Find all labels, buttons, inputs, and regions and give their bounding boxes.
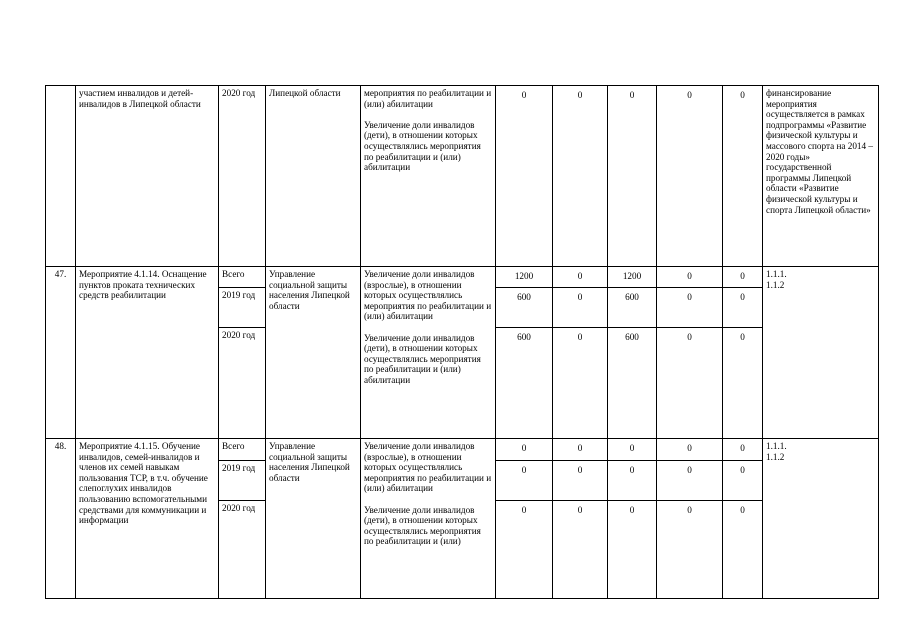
measure-name-cell: участием инвалидов и детей-инвалидов в Липецкой области xyxy=(76,86,219,267)
value-cell: 0 xyxy=(723,501,763,599)
value-cell: 1200 xyxy=(608,267,657,288)
value-cell: 0 xyxy=(553,288,608,328)
value-cell: 600 xyxy=(608,288,657,328)
period-cell: 2020 год xyxy=(219,86,266,267)
table-row-continuation xyxy=(46,86,879,267)
value-cell: 0 xyxy=(496,86,553,267)
period-cell: Всего xyxy=(219,439,266,461)
value-cell: 600 xyxy=(496,328,553,439)
note-cell: 1.1.1. 1.1.2 xyxy=(763,439,879,599)
value-cell: 0 xyxy=(608,461,657,501)
period-cell: 2019 год xyxy=(219,461,266,501)
program-measures-table xyxy=(45,85,879,599)
executor-cell: Липецкой области xyxy=(266,86,361,267)
table-row-47-total xyxy=(46,267,879,288)
value-cell: 0 xyxy=(723,439,763,461)
value-cell: 0 xyxy=(657,328,723,439)
indicator-cell: Увеличение доли инвалидов (взрослые), в отношении которых осуществлялись мероприятия по реабилитации и (или) абилитации Увеличение доли инвалидов (дети), в отношении которых осуществлялись мероприятия по реабилитации и (или) абилитации xyxy=(361,267,496,439)
value-cell: 0 xyxy=(657,439,723,461)
value-cell: 0 xyxy=(553,267,608,288)
value-cell: 0 xyxy=(723,86,763,267)
executor-cell: Управление социальной защиты населения Липецкой области xyxy=(266,439,361,599)
value-cell: 0 xyxy=(496,439,553,461)
value-cell: 600 xyxy=(608,328,657,439)
value-cell: 0 xyxy=(608,86,657,267)
note-cell: финансирование мероприятия осуществляется в рамках подпрограммы «Развитие физической культуры и массового спорта на 2014 – 2020 годы» государственной программы Липецкой области «Развитие физической культуры и спорта Липецкой области» xyxy=(763,86,879,267)
row-number-cell: 47. xyxy=(46,267,76,439)
value-cell: 0 xyxy=(553,461,608,501)
value-cell: 600 xyxy=(496,288,553,328)
indicator-cell: Увеличение доли инвалидов (взрослые), в отношении которых осуществлялись мероприятия по реабилитации и (или) абилитации Увеличение доли инвалидов (дети), в отношении которых осуществлялись мероприятия по реабилитации и (или) xyxy=(361,439,496,599)
period-cell: 2020 год xyxy=(219,501,266,599)
row-number-cell: 48. xyxy=(46,439,76,599)
executor-cell: Управление социальной защиты населения Липецкой области xyxy=(266,267,361,439)
table-row-48-total xyxy=(46,439,879,461)
value-cell: 0 xyxy=(657,461,723,501)
period-cell: 2019 год xyxy=(219,288,266,328)
value-cell: 0 xyxy=(723,267,763,288)
value-cell: 1200 xyxy=(496,267,553,288)
note-cell: 1.1.1. 1.1.2 xyxy=(763,267,879,439)
measure-name-cell: Мероприятие 4.1.14. Оснащение пунктов проката технических средств реабилитации xyxy=(76,267,219,439)
value-cell: 0 xyxy=(657,86,723,267)
value-cell: 0 xyxy=(723,288,763,328)
value-cell: 0 xyxy=(657,501,723,599)
row-number-cell xyxy=(46,86,76,267)
value-cell: 0 xyxy=(496,501,553,599)
value-cell: 0 xyxy=(657,267,723,288)
period-cell: Всего xyxy=(219,267,266,288)
value-cell: 0 xyxy=(553,86,608,267)
value-cell: 0 xyxy=(553,501,608,599)
value-cell: 0 xyxy=(553,328,608,439)
measure-name-cell: Мероприятие 4.1.15. Обучение инвалидов, семей-инвалидов и членов их семей навыкам пользования ТСР, в т.ч. обучение слепоглухих инвалидов пользованию вспомогательными средствами для коммуникации и информации xyxy=(76,439,219,599)
value-cell: 0 xyxy=(657,288,723,328)
indicator-cell: мероприятия по реабилитации и (или) абилитации Увеличение доли инвалидов (дети), в отношении которых осуществлялись мероприятия по реабилитации и (или) абилитации xyxy=(361,86,496,267)
value-cell: 0 xyxy=(553,439,608,461)
value-cell: 0 xyxy=(608,501,657,599)
period-cell: 2020 год xyxy=(219,328,266,439)
value-cell: 0 xyxy=(496,461,553,501)
value-cell: 0 xyxy=(723,461,763,501)
value-cell: 0 xyxy=(723,328,763,439)
value-cell: 0 xyxy=(608,439,657,461)
